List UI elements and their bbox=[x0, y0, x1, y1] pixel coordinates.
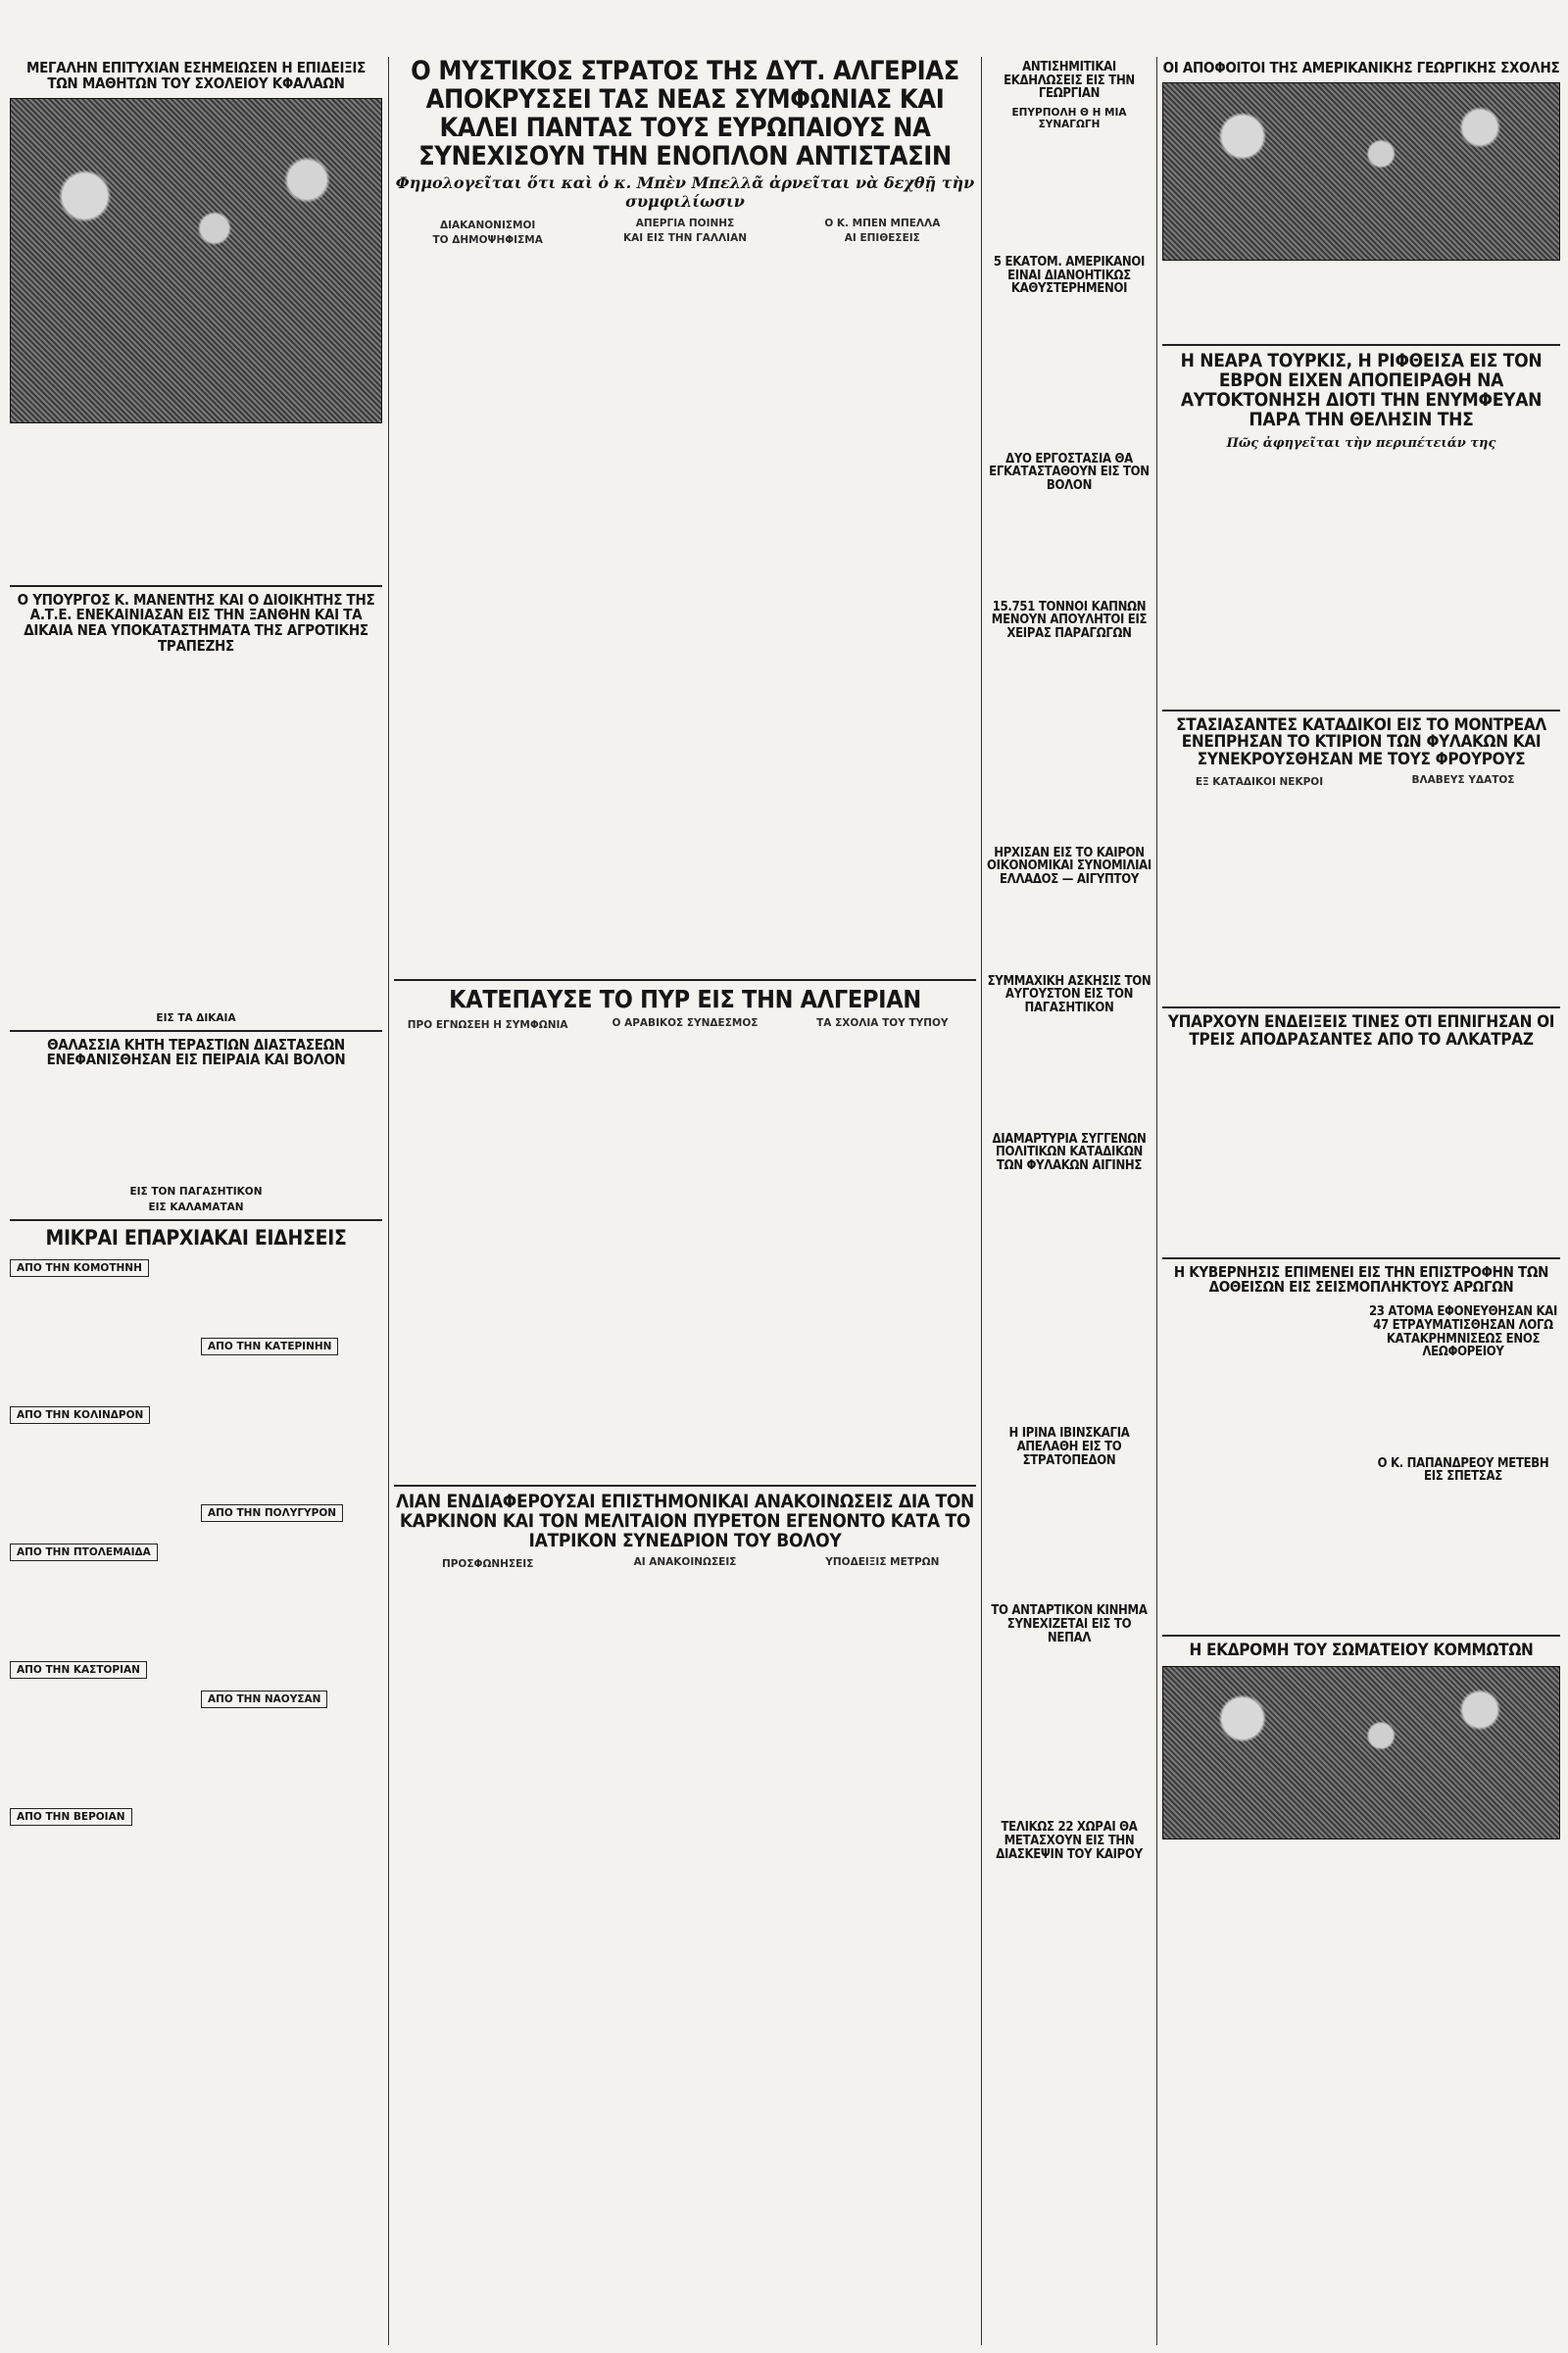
subheading-polygyros: ΑΠΟ ΤΗΝ ΠΟΛΥΓΥΡΟΝ bbox=[201, 1504, 343, 1522]
headline-hairdressers: Η ΕΚΔΡΟΜΗ ΤΟΥ ΣΩΜΑΤΕΙΟΥ ΚΟΜΜΩΤΩΝ bbox=[1189, 1641, 1534, 1661]
subheadline-turkish-girl: Πῶς ἀφηγεῖται τὴν περιπέτειάν της bbox=[1226, 435, 1496, 451]
headline-nepal: ΤΟ ΑΝΤΑΡΤΙΚΟΝ ΚΙΝΗΜΑ ΣΥΝΕΧΙΖΕΤΑΙ ΕΙΣ ΤΟ ΝΕΠΑΛ bbox=[991, 1603, 1148, 1645]
divider bbox=[1162, 710, 1560, 711]
subheading-kalamata: ΕΙΣ ΚΑΛΑΜΑΤΑΝ bbox=[148, 1201, 244, 1213]
article-body bbox=[201, 1525, 382, 1682]
students-photo bbox=[10, 98, 382, 423]
divider bbox=[10, 585, 382, 587]
headline-americans: 5 ΕΚΑΤΟΜ. ΑΜΕΡΙΚΑΝΟΙ ΕΙΝΑΙ ΔΙΑΝΟΗΤΙΚΩΣ ΚΑΘΥΣΤΕΡΗΜΕΝΟΙ bbox=[993, 254, 1146, 297]
headline-whales: ΘΑΛΑΣΣΙΑ ΚΗΤΗ ΤΕΡΑΣΤΙΩΝ ΔΙΑΣΤΑΣΕΩΝ ΕΝΕΦΑΝΙΣΘΗΣΑΝ ΕΙΣ ΠΕΙΡΑΙΑ ΚΑΙ ΒΟΛΟΝ bbox=[46, 1035, 346, 1069]
divider bbox=[394, 979, 976, 981]
column-4 bbox=[987, 57, 1152, 2345]
headline-tobacco: 15.751 ΤΟΝΝΟΙ ΚΑΠΝΩΝ ΜΕΝΟΥΝ ΑΠΟΥΛΗΤΟΙ ΕΙΣ ΧΕΙΡΑΣ ΠΑΡΑΓΩΓΩΝ bbox=[991, 599, 1148, 642]
hairdressers-photo bbox=[1162, 1666, 1560, 1839]
left-subcol bbox=[1162, 1301, 1356, 1629]
photo-caption bbox=[1162, 270, 1560, 338]
headline-graduates: ΟΙ ΑΠΟΦΟΙΤΟΙ ΤΗΣ ΑΜΕΡΙΚΑΝΙΚΗΣ ΓΕΩΡΓΙΚΗΣ ΣΧΟΛΗΣ bbox=[1162, 59, 1560, 76]
main-article-body bbox=[394, 219, 976, 973]
article-body bbox=[987, 302, 1152, 449]
subheading-attacks: ΑΙ ΕΠΙΘΕΣΕΙΣ bbox=[844, 232, 920, 245]
article-body bbox=[10, 432, 382, 579]
divider bbox=[10, 1030, 382, 1032]
subheading-referendum: ΤΟ ΔΗΜΟΨΗΦΙΣΜΑ bbox=[432, 234, 543, 247]
headline-georgia: ΑΝΤΙΣΗΜΙΤΙΚΑΙ ΕΚΔΗΛΩΣΕΙΣ ΕΙΣ ΤΗΝ ΓΕΩΡΓΙΑΝ bbox=[1004, 60, 1135, 102]
article-body bbox=[987, 134, 1152, 252]
ceasefire-article-body bbox=[394, 1018, 976, 1479]
subheading-ben-bella: Ο Κ. ΜΠΕΝ ΜΠΕΛΛΑ bbox=[824, 217, 941, 229]
article-body bbox=[10, 1280, 191, 1397]
subheading-measures: ΥΠΟΔΕΙΞΙΣ ΜΕΤΡΩΝ bbox=[825, 1555, 940, 1568]
headline-students-exhibition: ΜΕΓΑΛΗΝ ΕΠΙΤΥΧΙΑΝ ΕΣΗΜΕΙΩΣΕΝ Η ΕΠΙΔΕΙΞΙΣ ΤΩΝ ΜΑΘΗΤΩΝ ΤΟΥ ΣΧΟΛΕΙΟΥ ΚΦΑΛΑΩΝ bbox=[25, 59, 367, 92]
subheading-katerini: ΑΠΟ ΤΗΝ ΚΑΤΕΡΙΝΗΝ bbox=[201, 1338, 338, 1355]
article-body bbox=[10, 1427, 191, 1535]
article-body bbox=[10, 1682, 191, 1799]
headline-factories-volos: ΔΥΟ ΕΡΓΟΣΤΑΣΙΑ ΘΑ ΕΓΚΑΤΑΣΤΑΘΟΥΝ ΕΙΣ ΤΟΝ ΒΟΛΟΝ bbox=[989, 451, 1150, 494]
article-body bbox=[987, 1178, 1152, 1423]
article-body bbox=[1162, 1301, 1356, 1625]
subheading-addresses: ΠΡΟΣΦΩΝΗΣΕΙΣ bbox=[441, 1557, 534, 1570]
article-body bbox=[1366, 1490, 1560, 1617]
subheading-veroia: ΑΠΟ ΤΗΝ ΒΕΡΟΙΑΝ bbox=[10, 1808, 132, 1826]
headline-allied-exercise: ΣΥΜΜΑΧΙΚΗ ΑΣΚΗΣΙΣ ΤΟΝ ΑΥΓΟΥΣΤΟΝ ΕΙΣ ΤΟΝ ΠΑΓΑΣΗΤΙΚΟΝ bbox=[987, 973, 1152, 1015]
column-rule bbox=[981, 57, 982, 2345]
subheading-naousa: ΑΠΟ ΤΗΝ ΝΑΟΥΣΑΝ bbox=[201, 1691, 327, 1708]
article-body bbox=[987, 647, 1152, 843]
column-1 bbox=[10, 57, 382, 2345]
article-body bbox=[201, 1358, 382, 1495]
right-subcol bbox=[1366, 1301, 1560, 1629]
subheading-hunger-strike: ΑΠΕΡΓΙΑ ΠΟΙΝΗΣ bbox=[635, 217, 735, 229]
subheading-komotini: ΑΠΟ ΤΗΝ ΚΟΜΟΤΗΝΗ bbox=[10, 1259, 149, 1277]
article-body bbox=[987, 893, 1152, 971]
article-body bbox=[987, 1650, 1152, 1817]
column-5 bbox=[1162, 57, 1560, 2345]
headline-minister-atb: Ο ΥΠΟΥΡΓΟΣ Κ. ΜΑΝΕΝΤΗΣ ΚΑΙ Ο ΔΙΟΙΚΗΤΗΣ ΤΗΣ Α.Τ.Ε. ΕΝΕΚΑΙΝΙΑΣΑΝ ΕΙΣ ΤΗΝ ΞΑΝΘΗΝ ΚΑΙ ΤΑ ΔΙΚΑΙΑ ΝΕΑ ΥΠΟΚΑΤΑΣΤΗΜΑΤΑ ΤΗΣ ΑΓΡΟΤΙΚΗΣ ΤΡΑΠΕΖΗΣ bbox=[17, 590, 375, 655]
article-body bbox=[1162, 775, 1560, 1001]
headline-aegina-protest: ΔΙΑΜΑΡΤΥΡΙΑ ΣΥΓΓΕΝΩΝ ΠΟΛΙΤΙΚΩΝ ΚΑΤΑΔΙΚΩΝ ΤΩΝ ΦΥΛΑΚΩΝ ΑΙΓΙΝΗΣ bbox=[992, 1131, 1147, 1173]
article-body bbox=[1366, 1365, 1560, 1453]
divider bbox=[1162, 1257, 1560, 1259]
subheading-france: ΚΑΙ ΕΙΣ ΤΗΝ ΓΑΛΛΙΑΝ bbox=[622, 232, 747, 245]
headline-medical-congress: ΛΙΑΝ ΕΝΔΙΑΦΕΡΟΥΣΑΙ ΕΠΙΣΤΗΜΟΝΙΚΑΙ ΑΝΑΚΟΙΝΩΣΕΙΣ ΔΙΑ ΤΟΝ ΚΑΡΚΙΝΟΝ ΚΑΙ ΤΟΝ ΜΕΛΙΤΑΙΟΝ ΠΥΡΕΤΟΝ ΕΓΕΝΟΝΤΟ ΚΑΤΑ ΤΟ ΙΑΤΡΙΚΟΝ ΣΥΝΕΔΡΙΟΝ ΤΟΥ ΒΟΛΟΥ bbox=[395, 1490, 975, 1551]
subheading-kolindros: ΑΠΟ ΤΗΝ ΚΟΛΙΝΔΡΟΝ bbox=[10, 1406, 150, 1424]
article-body bbox=[201, 1711, 382, 1838]
subheading-dikaia: ΕΙΣ ΤΑ ΔΙΚΑΙΑ bbox=[156, 1011, 236, 1024]
divider bbox=[394, 1485, 976, 1487]
subheading-ptolemaida: ΑΠΟ ΤΗΝ ΠΤΟΛΕΜΑΙΔΑ bbox=[10, 1544, 158, 1561]
headline-egypt-talks: ΗΡΧΙΣΑΝ ΕΙΣ ΤΟ ΚΑΙΡΟΝ ΟΙΚΟΝΟΜΙΚΑΙ ΣΥΝΟΜΙΛΙΑΙ ΕΛΛΑΔΟΣ — ΑΙΓΥΠΤΟΥ bbox=[987, 845, 1152, 887]
headline-provincial-news: ΜΙΚΡΑΙ ΕΠΑΡΧΙΑΚΑΙ ΕΙΔΗΣΕΙΣ bbox=[45, 1226, 347, 1250]
subheading-water-damage: ΒΛΑΒΕΥΣ ΥΔΑΤΟΣ bbox=[1411, 774, 1515, 787]
headline-earthquake-aid: Η ΚΥΒΕΡΝΗΣΙΣ ΕΠΙΜΕΝΕΙ ΕΙΣ ΤΗΝ ΕΠΙΣΤΡΟΦΗΝ ΤΩΝ ΔΟΘΕΙΣΩΝ ΕΙΣ ΣΕΙΣΜΟΠΛΗΚΤΟΥΣ ΑΡΩΓΩΝ bbox=[1173, 1262, 1549, 1297]
headline-cairo-conference: ΤΕΛΙΚΩΣ 22 ΧΩΡΑΙ ΘΑ ΜΕΤΑΣΧΟΥΝ ΕΙΣ ΤΗΝ ΔΙΑΣΚΕΨΙΝ ΤΟΥ ΚΑΙΡΟΥ bbox=[996, 1820, 1143, 1862]
main-headline: Ο ΜΥΣΤΙΚΟΣ ΣΤΡΑΤΟΣ ΤΗΣ ΔΥΤ. ΑΛΓΕΡΙΑΣ ΑΠΟΚΡΥΣΣΕΙ ΤΑΣ ΝΕΑΣ ΣΥΜΦΩΝΙΑΣ ΚΑΙ ΚΑΛΕΙ ΠΑΝΤΑΣ ΤΟΥΣ ΕΥΡΩΠΑΙΟΥΣ ΝΑ ΣΥΝΕΧΙΣΟΥΝ ΤΗΝ ΕΝΟΠΛΟΝ ΑΝΤΙΣΤΑΣΙΝ bbox=[411, 57, 959, 172]
photo-caption bbox=[1162, 1848, 1560, 1887]
subheading-synagogue: ΕΠΥΡΠΟΛΗ Θ Η ΜΙΑ ΣΥΝΑΓΩΓΗ bbox=[1011, 106, 1127, 130]
article-body bbox=[10, 1564, 191, 1652]
divider bbox=[1162, 1006, 1560, 1008]
medical-article-body bbox=[394, 1557, 976, 2067]
article-body bbox=[987, 1473, 1152, 1600]
article-body bbox=[987, 499, 1152, 597]
divider bbox=[1162, 1635, 1560, 1637]
subheading-press-comments: ΤΑ ΣΧΟΛΙΑ ΤΟΥ ΤΥΠΟΥ bbox=[816, 1016, 949, 1029]
headline-ceasefire: ΚΑΤΕΠΑΥΣΕ ΤΟ ΠΥΡ ΕΙΣ ΤΗΝ ΑΛΓΕΡΙΑΝ bbox=[449, 984, 921, 1013]
article-body bbox=[10, 1074, 382, 1182]
column-rule bbox=[1156, 57, 1157, 2345]
provincial-news-grid bbox=[10, 1254, 382, 1842]
subheading-agreement: ΠΡΟ ΕΓΝΩΣΕΗ Η ΣΥΜΦΩΝΙΑ bbox=[407, 1018, 568, 1031]
subheading-arab-league: Ο ΑΡΑΒΙΚΟΣ ΣΥΝΔΕΣΜΟΣ bbox=[612, 1016, 759, 1029]
headline-bus-crash: 23 ΑΤΟΜΑ ΕΦΟΝΕΥΘΗΣΑΝ ΚΑΙ 47 ΕΤΡΑΥΜΑΤΙΣΘΗΣΑΝ ΛΟΓΩ ΚΑΤΑΚΡΗΜΝΙΣΕΩΣ ΕΝΟΣ ΛΕΩΦΟΡΕΙΟΥ bbox=[1368, 1304, 1558, 1360]
subheading-pagasitikos: ΕΙΣ ΤΟΝ ΠΑΓΑΣΗΤΙΚΟΝ bbox=[129, 1186, 263, 1198]
divider bbox=[1162, 344, 1560, 346]
article-body bbox=[1162, 459, 1560, 704]
main-subheadline: Φημολογεῖται ὅτι καὶ ὁ κ. Μπὲν Μπελλᾶ ἀρνεῖται νὰ δεχθῇ τὴν συμφιλίωσιν bbox=[395, 172, 975, 211]
graduates-photo bbox=[1162, 82, 1560, 261]
divider bbox=[10, 1219, 382, 1221]
subheading-arrangements: ΔΙΑΚΑΝΟΝΙΣΜΟΙ bbox=[440, 219, 536, 231]
subheading-kastoria: ΑΠΟ ΤΗΝ ΚΑΣΤΟΡΙΑΝ bbox=[10, 1661, 147, 1679]
subheading-six-dead: ΕΞ ΚΑΤΑΔΙΚΟΙ ΝΕΚΡΟΙ bbox=[1195, 776, 1324, 789]
article-body bbox=[987, 1867, 1152, 1975]
article-body bbox=[1162, 1055, 1560, 1251]
article-body bbox=[10, 661, 382, 1008]
headline-alcatraz: ΥΠΑΡΧΟΥΝ ΕΝΔΕΙΞΕΙΣ ΤΙΝΕΣ ΟΤΙ ΕΠΝΙΓΗΣΑΝ ΟΙ ΤΡΕΙΣ ΑΠΟΔΡΑΣΑΝΤΕΣ ΑΠΟ ΤΟ ΑΛΚΑΤΡΑΖ bbox=[1167, 1012, 1555, 1050]
headline-papandreou: Ο Κ. ΠΑΠΑΝΔΡΕΟΥ ΜΕΤΕΒΗ ΕΙΣ ΣΠΕΤΣΑΣ bbox=[1377, 1455, 1549, 1485]
headline-turkish-girl: Η ΝΕΑΡΑ ΤΟΥΡΚΙΣ, Η ΡΙΦΘΕΙΣΑ ΕΙΣ ΤΟΝ ΕΒΡΟΝ ΕΙΧΕΝ ΑΠΟΠΕΙΡΑΘΗ ΝΑ ΑΥΤΟΚΤΟΝΗΣΗ ΔΙΟΤΙ ΤΗΝ ΕΝΥΜΦΕΥΑΝ ΠΑΡΑ ΤΗΝ ΘΕΛΗΣΙΝ ΤΗΣ bbox=[1180, 349, 1543, 430]
headline-montreal: ΣΤΑΣΙΑΣΑΝΤΕΣ ΚΑΤΑΔΙΚΟΙ ΕΙΣ ΤΟ ΜΟΝΤΡΕΑΛ ΕΝΕΠΡΗΣΑΝ ΤΟ ΚΤΙΡΙΟΝ ΤΩΝ ΦΥΛΑΚΩΝ ΚΑΙ ΣΥΝΕΚΡΟΥΣΘΗΣΑΝ ΜΕ ΤΟΥΣ ΦΡΟΥΡΟΥΣ bbox=[1176, 714, 1546, 770]
subheading-announcements: ΑΙ ΑΝΑΚΟΙΝΩΣΕΙΣ bbox=[633, 1555, 737, 1568]
column-main bbox=[394, 57, 976, 2345]
column-rule bbox=[388, 57, 389, 2345]
article-body bbox=[987, 1021, 1152, 1129]
headline-irina: Η ΙΡΙΝΑ ΙΒΙΝΣΚΑΓΙΑ ΑΠΕΛΑΘΗ ΕΙΣ ΤΟ ΣΤΡΑΤΟΠΕΔΟΝ bbox=[1008, 1426, 1130, 1468]
bottom-split bbox=[1162, 1301, 1560, 1629]
